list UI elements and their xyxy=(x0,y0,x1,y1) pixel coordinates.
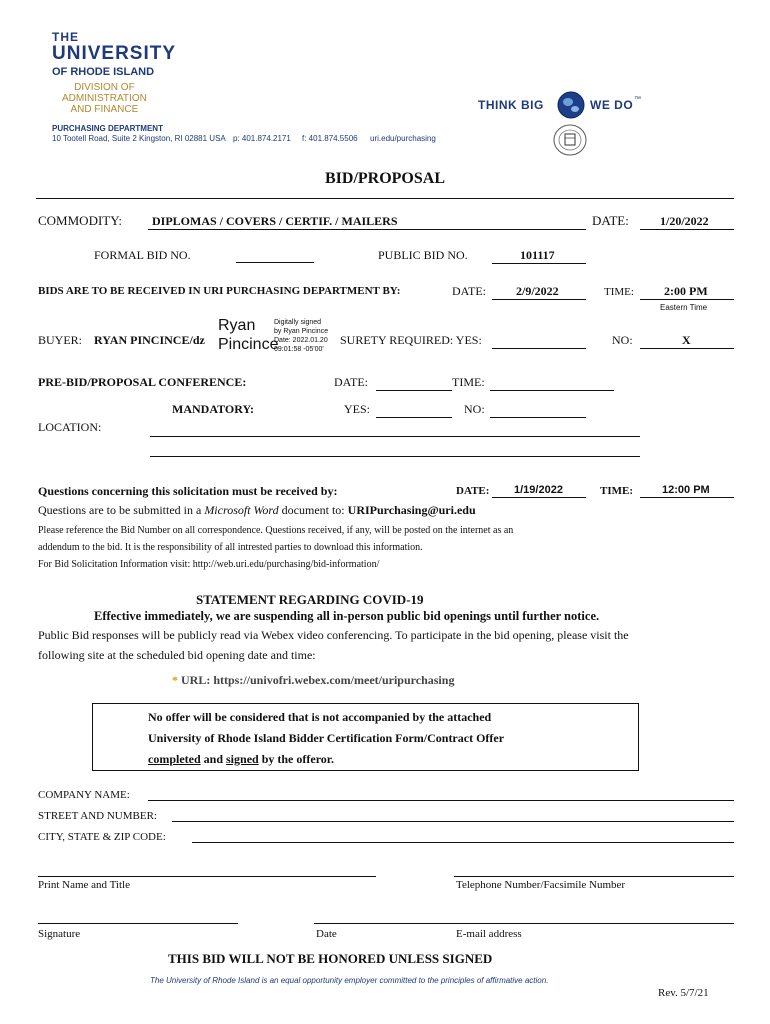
webex-url[interactable]: * URL: https://univofri.webex.com/meet/uripurchasing xyxy=(172,673,455,687)
mandatory-label: MANDATORY: xyxy=(172,402,255,416)
commodity-label: COMMODITY: xyxy=(38,213,123,228)
we-do-text: WE DO xyxy=(590,98,634,112)
covid-line-2: following site at the scheduled bid opening date and time: xyxy=(38,648,316,662)
notes-line-3: For Bid Solicitation Information visit: http://web.uri.edu/purchasing/bid-information/ xyxy=(38,559,380,570)
telephone-label: Telephone Number/Facsimile Number xyxy=(456,879,626,891)
logo-of-rhode-island: OF RHODE ISLAND xyxy=(52,66,155,78)
university-seal-icon xyxy=(553,124,587,156)
trademark: ™ xyxy=(634,96,641,103)
offer-line-2: University of Rhode Island Bidder Certification Form/Contract Offer xyxy=(148,731,505,745)
signature-field[interactable] xyxy=(38,923,238,924)
questions-time-label: TIME: xyxy=(600,485,633,497)
mandatory-no-label: NO: xyxy=(464,402,485,416)
surety-no-label: NO: xyxy=(612,333,633,347)
logo-university: UNIVERSITY xyxy=(52,43,177,64)
prebid-time-line xyxy=(490,390,614,391)
date-email-field[interactable] xyxy=(314,923,734,924)
division-name: DIVISION OF ADMINISTRATION AND FINANCE xyxy=(62,82,147,115)
logo-the: THE xyxy=(52,30,79,44)
questions-date-line xyxy=(492,497,586,498)
city-field[interactable] xyxy=(192,842,734,843)
digital-signature-block: Digitally signed by Ryan Pincince Date: 2022.01.20 09:01:58 -05'00' xyxy=(274,319,329,353)
signature-label: Signature xyxy=(38,928,81,940)
prebid-date-line xyxy=(376,390,452,391)
buyer-label: BUYER: xyxy=(38,333,83,347)
equal-opportunity-statement: The University of Rhode Island is an equal opportunity employer committed to the principles of affirmative action. xyxy=(150,976,549,985)
location-line-2 xyxy=(150,456,640,457)
date-label: DATE: xyxy=(592,213,629,228)
company-name-label: COMPANY NAME: xyxy=(38,789,130,801)
questions-label: Questions concerning this solicitation must be received by: xyxy=(38,484,338,498)
received-date-label: DATE: xyxy=(452,284,486,298)
public-bid-value: 101117 xyxy=(520,248,555,262)
prebid-time-label: TIME: xyxy=(452,375,485,389)
title-rule xyxy=(36,198,734,199)
email-label: E-mail address xyxy=(456,928,522,940)
offer-line-1: No offer will be considered that is not accompanied by the attached xyxy=(148,710,492,724)
public-bid-line xyxy=(492,263,586,264)
street-field[interactable] xyxy=(172,821,734,822)
think-big-text: THINK BIG xyxy=(478,98,544,112)
notes-line-2: addendum to the bid. It is the responsibility of all intrested parties to download this information. xyxy=(38,542,423,553)
purchasing-department: PURCHASING DEPARTMENT xyxy=(52,124,163,133)
company-name-field[interactable] xyxy=(148,800,734,801)
questions-date-value: 1/19/2022 xyxy=(514,484,563,496)
commodity-value: DIPLOMAS / COVERS / CERTIF. / MAILERS xyxy=(152,214,398,228)
covid-heading: STATEMENT REGARDING COVID-19 xyxy=(196,592,424,607)
covid-line-1: Public Bid responses will be publicly read via Webex video conferencing. To participate in the bid opening, please visit the xyxy=(38,628,629,642)
timezone: Eastern Time xyxy=(660,303,708,312)
page-title: BID/PROPOSAL xyxy=(324,170,445,187)
surety-yes-line xyxy=(492,348,586,349)
purchasing-email: URIPurchasing@uri.edu xyxy=(347,503,476,517)
received-time-line xyxy=(640,299,734,300)
date-value: 1/20/2022 xyxy=(660,214,709,228)
received-date-value: 2/9/2022 xyxy=(516,284,559,298)
prebid-date-label: DATE: xyxy=(334,375,368,389)
sign-date-label: Date xyxy=(316,928,337,940)
address: 10 Tootell Road, Suite 2 Kingston, RI 02881 USA xyxy=(52,134,226,143)
covid-bold-line: Effective immediately, we are suspending all in-person public bid openings until further notice. xyxy=(94,609,600,623)
mandatory-no-line xyxy=(490,417,586,418)
revision: Rev. 5/7/21 xyxy=(658,987,709,999)
telephone-field[interactable] xyxy=(454,876,734,877)
fax: f: 401.874.5506 xyxy=(302,134,358,143)
bids-received-label: BIDS ARE TO BE RECEIVED IN URI PURCHASING DEPARTMENT BY: xyxy=(38,285,401,297)
mandatory-yes-label: YES: xyxy=(344,402,371,416)
commodity-line xyxy=(148,229,586,230)
surety-no-line xyxy=(640,348,734,349)
received-time-value: 2:00 PM xyxy=(664,284,708,298)
formal-bid-line xyxy=(236,262,314,263)
city-label: CITY, STATE & ZIP CODE: xyxy=(38,831,166,843)
street-label: STREET AND NUMBER: xyxy=(38,810,157,822)
received-time-label: TIME: xyxy=(604,286,634,298)
public-bid-label: PUBLIC BID NO. xyxy=(378,248,468,262)
print-name-label: Print Name and Title xyxy=(38,879,130,891)
offer-line-3: completed and signed by the offeror. xyxy=(148,752,335,766)
received-date-line xyxy=(492,299,586,300)
phone: p: 401.874.2171 xyxy=(233,134,291,143)
signature-ryan: Ryan xyxy=(218,317,256,334)
globe-icon xyxy=(556,90,586,120)
mandatory-yes-line xyxy=(376,417,452,418)
questions-time-value: 12:00 PM xyxy=(662,484,710,496)
prebid-label: PRE-BID/PROPOSAL CONFERENCE: xyxy=(38,375,247,389)
submit-instructions: Questions are to be submitted in a Microsoft Word document to: URIPurchasing@uri.edu xyxy=(38,503,476,517)
website: uri.edu/purchasing xyxy=(370,134,436,143)
buyer-value: RYAN PINCINCE/dz xyxy=(94,333,205,347)
signature-pincince: Pincince xyxy=(218,336,279,353)
date-line xyxy=(640,229,734,230)
print-name-field[interactable] xyxy=(38,876,376,877)
notes-line-1: Please reference the Bid Number on all correspondence. Questions received, if any, will be posted on the internet as an xyxy=(38,525,514,536)
surety-label: SURETY REQUIRED: YES: xyxy=(340,333,482,347)
location-label: LOCATION: xyxy=(38,420,102,434)
questions-date-label: DATE: xyxy=(456,485,490,497)
surety-no-value: X xyxy=(682,333,691,347)
formal-bid-label: FORMAL BID NO. xyxy=(94,248,191,262)
not-honored-notice: THIS BID WILL NOT BE HONORED UNLESS SIGNED xyxy=(168,951,493,966)
location-line-1 xyxy=(150,436,640,437)
questions-time-line xyxy=(640,497,734,498)
